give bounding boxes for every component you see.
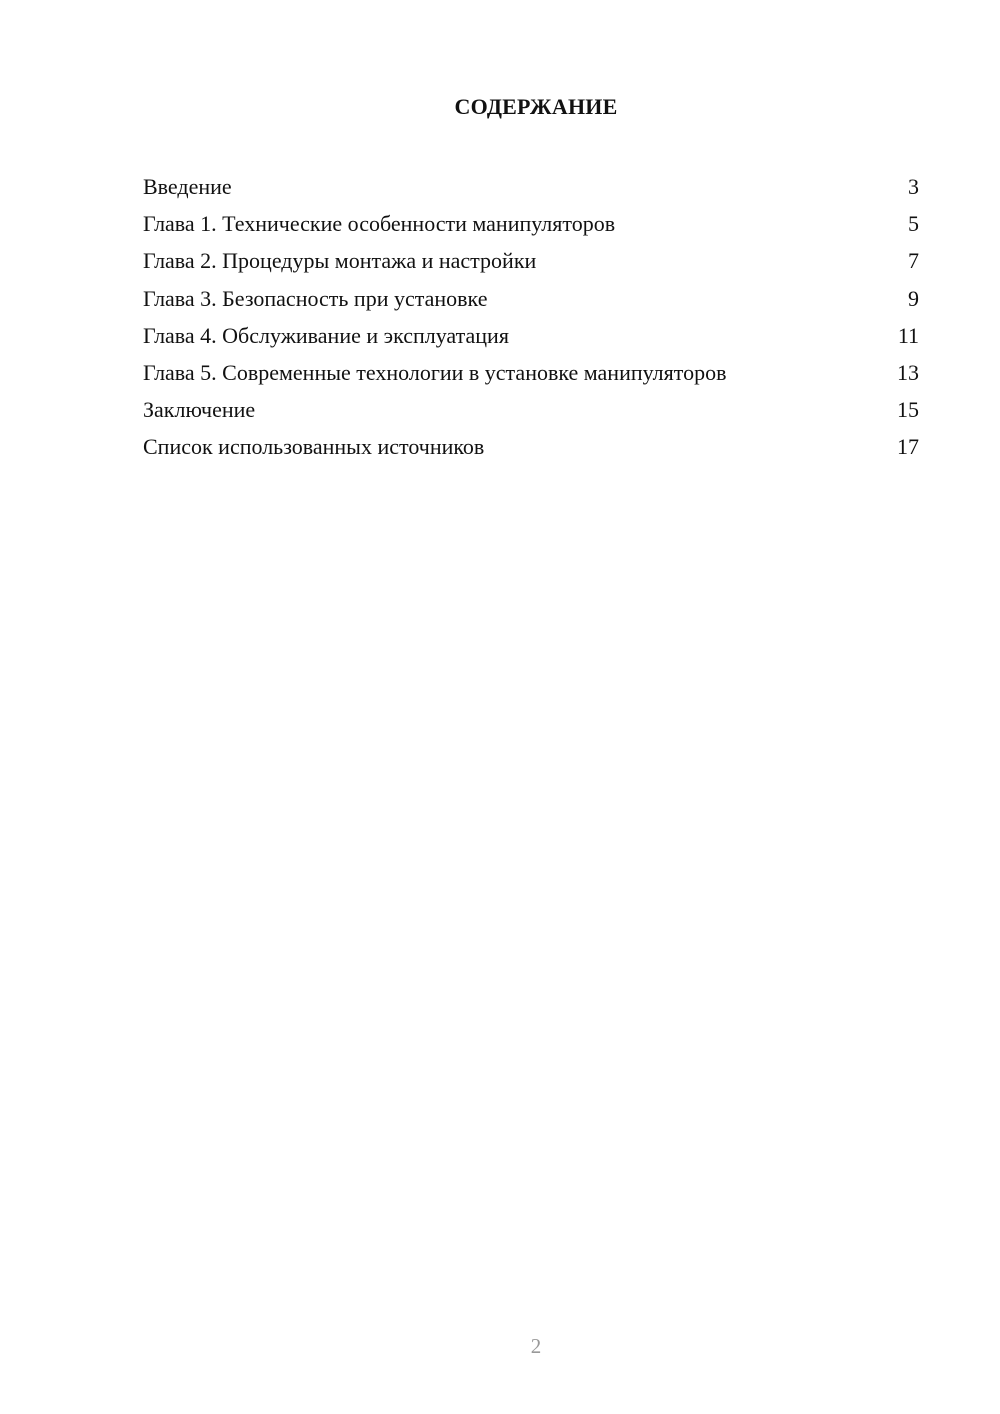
- toc-entry-label: Глава 4. Обслуживание и эксплуатация: [143, 322, 509, 348]
- toc-entry-page: 7: [908, 248, 919, 274]
- toc-entry-page: 11: [897, 322, 919, 348]
- toc-entry-chapter-4: [143, 317, 919, 354]
- toc-entry-label: Глава 1. Технические особенности манипуляторов: [143, 211, 616, 237]
- toc-entry-page: 13: [897, 359, 919, 385]
- table-of-contents: [143, 168, 919, 466]
- page-title: СОДЕРЖАНИЕ: [454, 94, 618, 119]
- toc-entry-label: Заключение: [143, 397, 256, 423]
- toc-entry-chapter-3: [143, 280, 919, 317]
- toc-entry-page: 3: [908, 174, 919, 199]
- toc-entry-chapter-5: [143, 354, 919, 391]
- toc-entry-references: [143, 428, 919, 465]
- toc-entry-page: 5: [908, 211, 919, 237]
- toc-entry-label: Список использованных источников: [143, 434, 485, 460]
- toc-entry-label: Глава 2. Процедуры монтажа и настройки: [143, 248, 537, 274]
- toc-entry-page: 15: [897, 397, 919, 423]
- toc-entry-page: 17: [897, 434, 919, 460]
- toc-entry-chapter-1: [143, 205, 919, 242]
- toc-entry-chapter-2: [143, 242, 919, 279]
- toc-entry-introduction: [143, 168, 919, 205]
- toc-entry-page: 9: [908, 285, 919, 311]
- toc-entry-conclusion: [143, 391, 919, 428]
- page-number: 2: [530, 1334, 542, 1358]
- toc-entry-label: Глава 5. Современные технологии в установке манипуляторов: [143, 359, 727, 385]
- toc-entry-label: Глава 3. Безопасность при установке: [143, 285, 488, 311]
- toc-entry-label: Введение: [143, 174, 232, 199]
